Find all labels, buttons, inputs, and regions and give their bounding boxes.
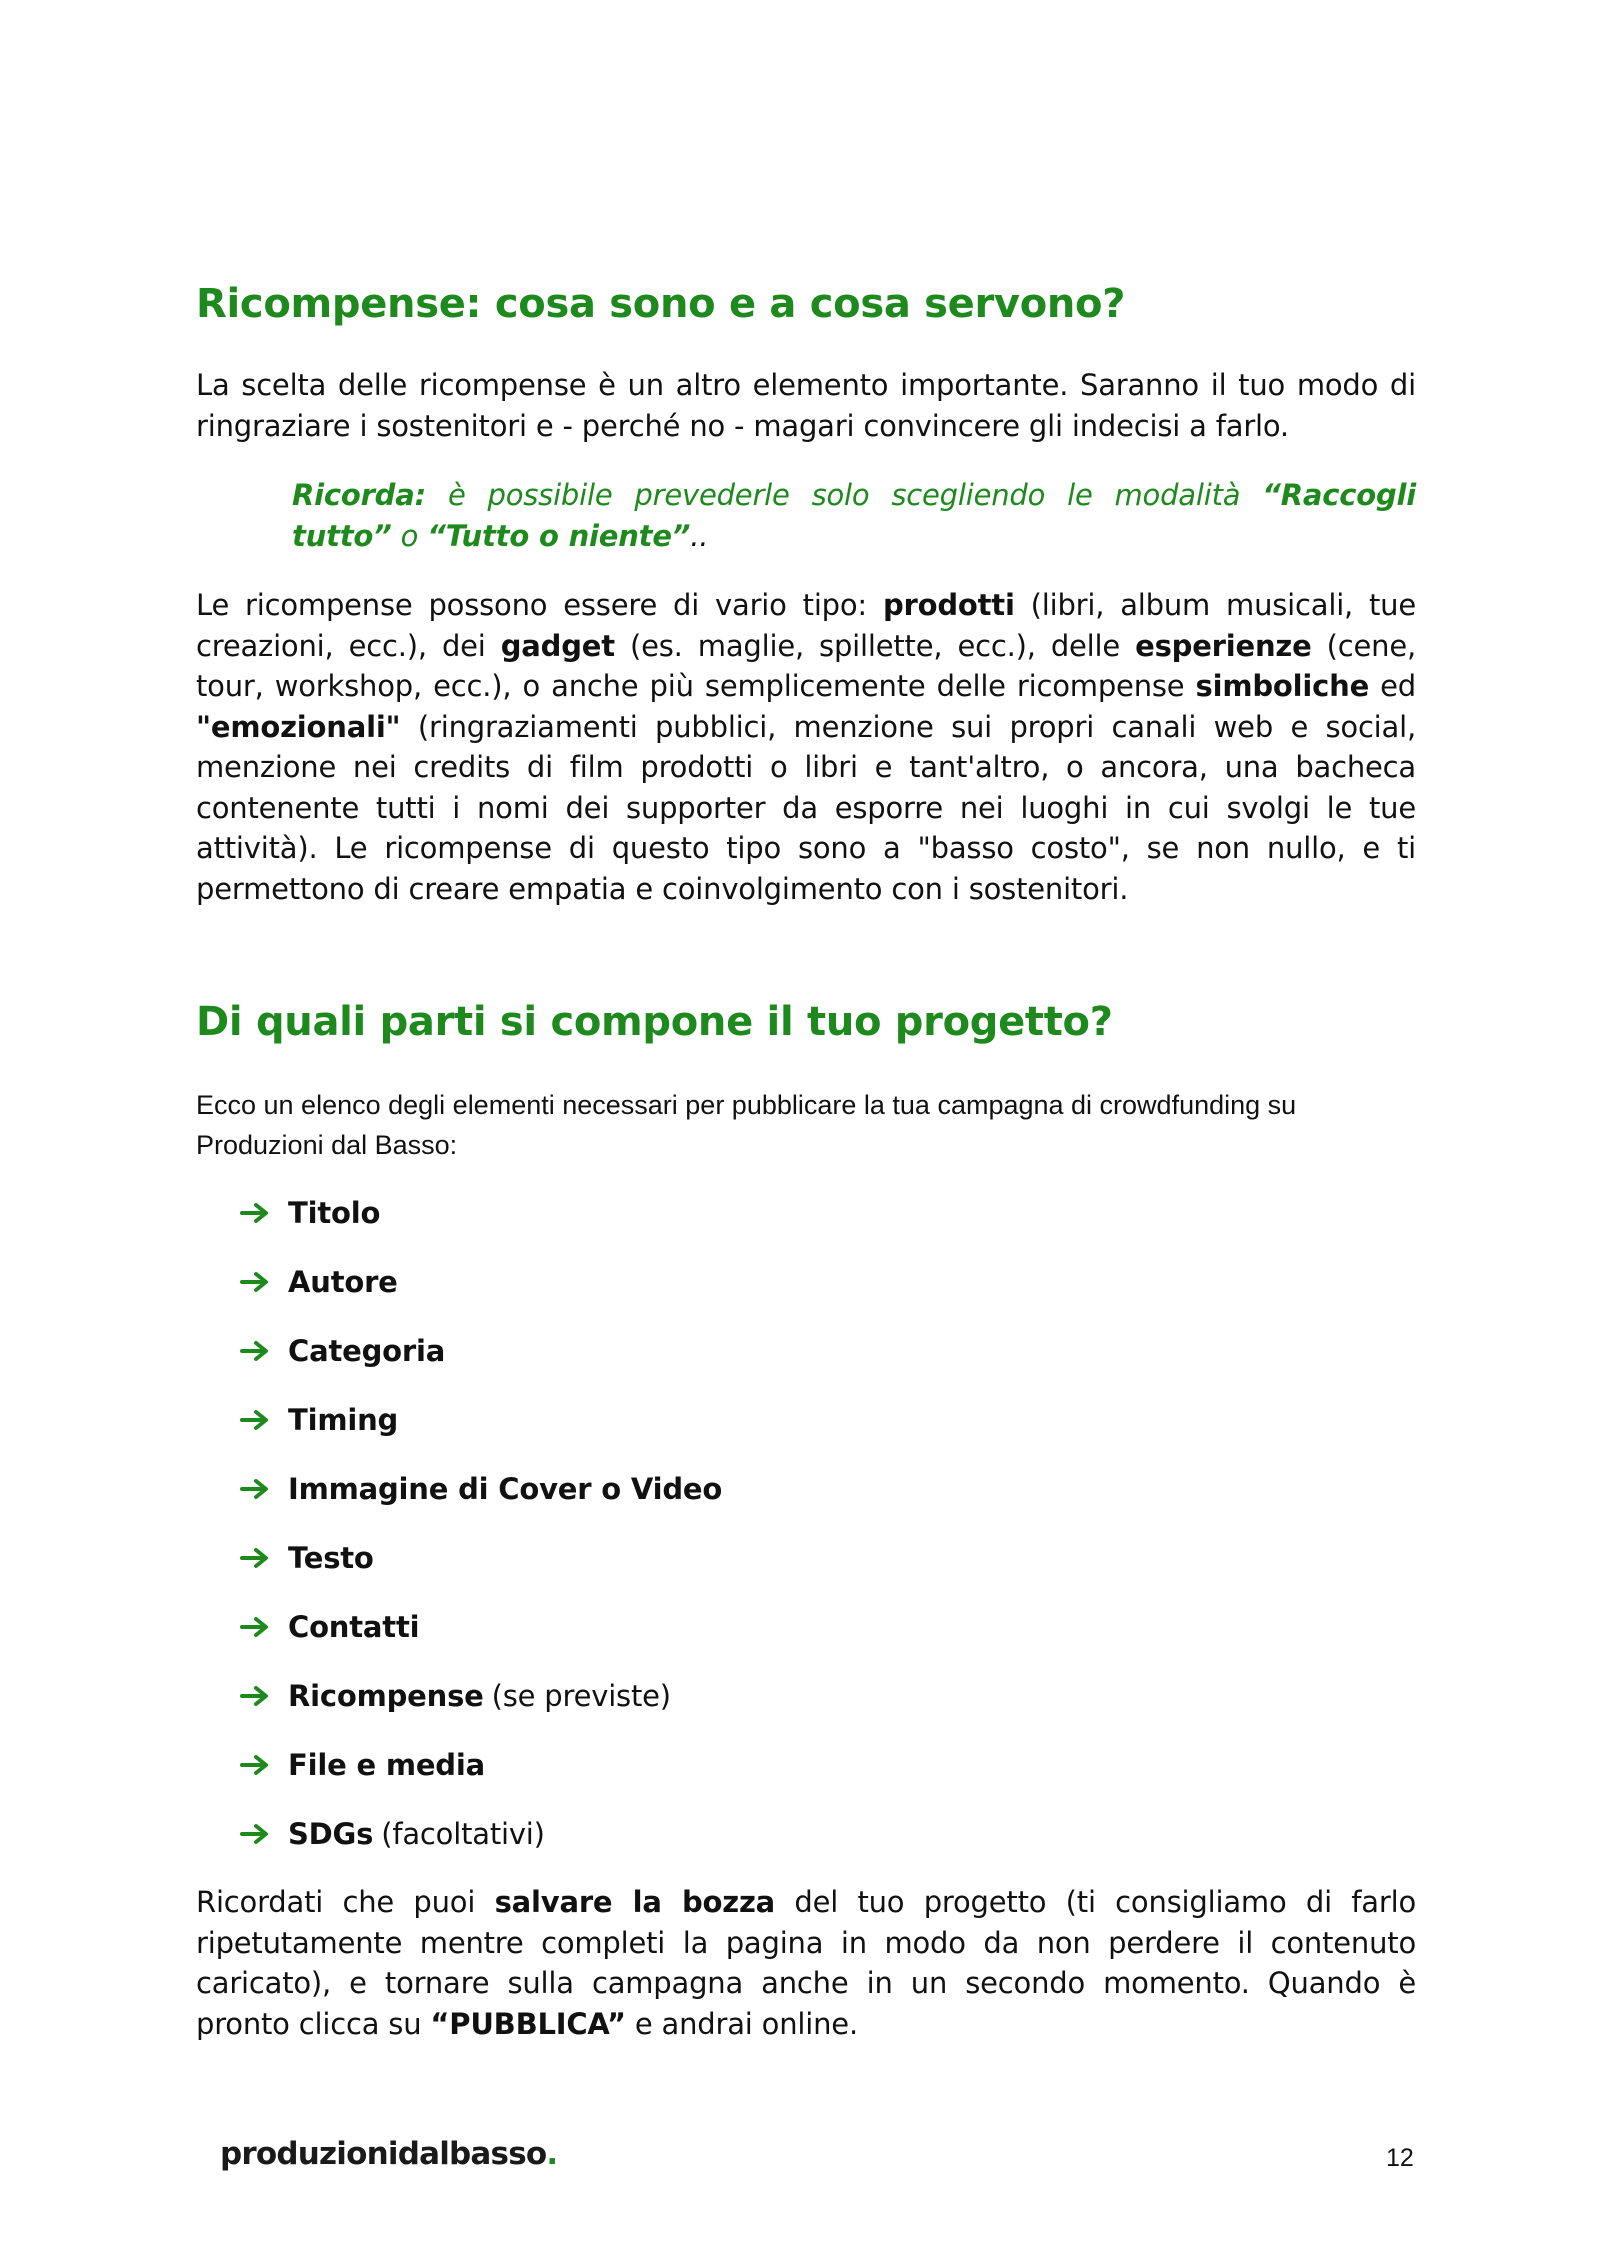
note-text-a: è possibile prevederle solo scegliendo le modalità — [426, 478, 1263, 512]
list-item-label: Contatti — [288, 1609, 420, 1644]
list-item-note: (facoltativi) — [381, 1816, 545, 1851]
arrow-right-icon — [240, 1547, 288, 1569]
section-title-ricompense: Ricompense: cosa sono e a cosa servono? — [196, 281, 1126, 327]
list-item-label: SDGs — [288, 1816, 374, 1851]
para-text-3: (es. maglie, spillette, ecc.), delle — [614, 628, 1136, 663]
list-item — [240, 1799, 722, 1868]
para-bold-emozionali: "emozionali" — [196, 709, 401, 744]
para-bold-gadget: gadget — [500, 628, 615, 663]
list-item-label: Timing — [288, 1402, 399, 1437]
para-bold-esperienze: esperienze — [1135, 628, 1312, 663]
arrow-right-icon — [240, 1823, 288, 1845]
note-text-c: .. — [690, 518, 709, 553]
list-item — [240, 1178, 722, 1247]
list-item-label: Titolo — [288, 1195, 381, 1230]
ricompense-intro-paragraph: La scelta delle ricompense è un altro elemento importante. Saranno il tuo modo di ringraziare i sostenitori e - perché no - magari convincere gli indecisi a farlo. — [196, 368, 1416, 443]
list-item — [240, 1247, 722, 1316]
ricorda-note — [292, 475, 1416, 556]
parti-intro-paragraph: Ecco un elenco degli elementi necessari per pubblicare la tua campagna di crowdfunding su Produzioni dal Basso: — [196, 1090, 1297, 1160]
list-item — [240, 1592, 722, 1661]
arrow-right-icon — [240, 1478, 288, 1500]
para-text-6: (ringraziamenti pubblici, menzione sui propri canali web e social, menzione nei credits di film prodotti o libri e tant'altro, o ancora, una bacheca contenente tutti i nomi dei supporter da esporre nei luoghi in cui svolgi le tue attività). Le ricompense di questo tipo sono a "basso costo", se non nullo, e ti permettono di creare empatia e coinvolgimento con i sostenitori. — [196, 709, 1416, 906]
ricompense-types-paragraph — [196, 585, 1416, 909]
para-text-5: ed — [1369, 669, 1417, 703]
closing-text-1: Ricordati che puoi — [196, 1885, 495, 1919]
note-text-b: o — [391, 518, 428, 553]
closing-bold-pubblica: “PUBBLICA” — [430, 2006, 626, 2041]
para-text-4: (cene, tour, workshop, ecc.), o anche più semplicemente delle ricompense — [196, 628, 1416, 703]
list-item-label: File e media — [288, 1747, 485, 1782]
logo-dot: . — [546, 2136, 558, 2172]
list-item — [240, 1385, 722, 1454]
arrow-right-icon — [240, 1202, 288, 1224]
note-mode-raccogli-tutto: “Raccogli tutto” — [292, 478, 1416, 553]
note-label: Ricorda: — [292, 478, 427, 512]
list-item — [240, 1454, 722, 1523]
list-item-label: Autore — [288, 1264, 398, 1299]
closing-text-3: e andrai online. — [625, 2006, 858, 2041]
list-item — [240, 1730, 722, 1799]
list-item-label: Ricompense — [288, 1678, 484, 1713]
arrow-right-icon — [240, 1616, 288, 1638]
closing-paragraph — [196, 1882, 1416, 2044]
section-title-parti-progetto: Di quali parti si compone il tuo progetto? — [196, 999, 1113, 1045]
para-bold-prodotti: prodotti — [882, 588, 1015, 622]
closing-bold-salvare-bozza: salvare la bozza — [494, 1885, 776, 1919]
arrow-right-icon — [240, 1409, 288, 1431]
list-item-label: Testo — [288, 1540, 374, 1575]
para-bold-simboliche: simboliche — [1195, 669, 1370, 703]
logo-text: produzionidalbasso — [220, 2136, 547, 2172]
list-item — [240, 1523, 722, 1592]
arrow-right-icon — [240, 1754, 288, 1776]
list-item-note: (se previste) — [491, 1678, 671, 1713]
arrow-right-icon — [240, 1685, 288, 1707]
list-item — [240, 1316, 722, 1385]
para-text-2: (libri, album musicali, tue creazioni, ecc.), dei — [196, 588, 1417, 663]
para-text-1: Le ricompense possono essere di vario tipo: — [196, 588, 883, 622]
arrow-right-icon — [240, 1271, 288, 1293]
list-item — [240, 1661, 722, 1730]
arrow-right-icon — [240, 1340, 288, 1362]
produzionidalbasso-logo — [220, 2136, 557, 2172]
note-mode-tutto-o-niente: “Tutto o niente” — [427, 518, 691, 553]
list-item-label: Categoria — [288, 1333, 446, 1368]
list-item-label: Immagine di Cover o Video — [288, 1471, 723, 1506]
elements-list — [240, 1178, 722, 1868]
closing-text-2: del tuo progetto (ti consigliamo di farlo ripetutamente mentre completi la pagina in modo da non perdere il contenuto caricato), e tornare sulla campagna anche in un secondo momento. Quando è pronto clicca su — [196, 1885, 1416, 2041]
page-number: 12 — [1386, 2144, 1414, 2172]
